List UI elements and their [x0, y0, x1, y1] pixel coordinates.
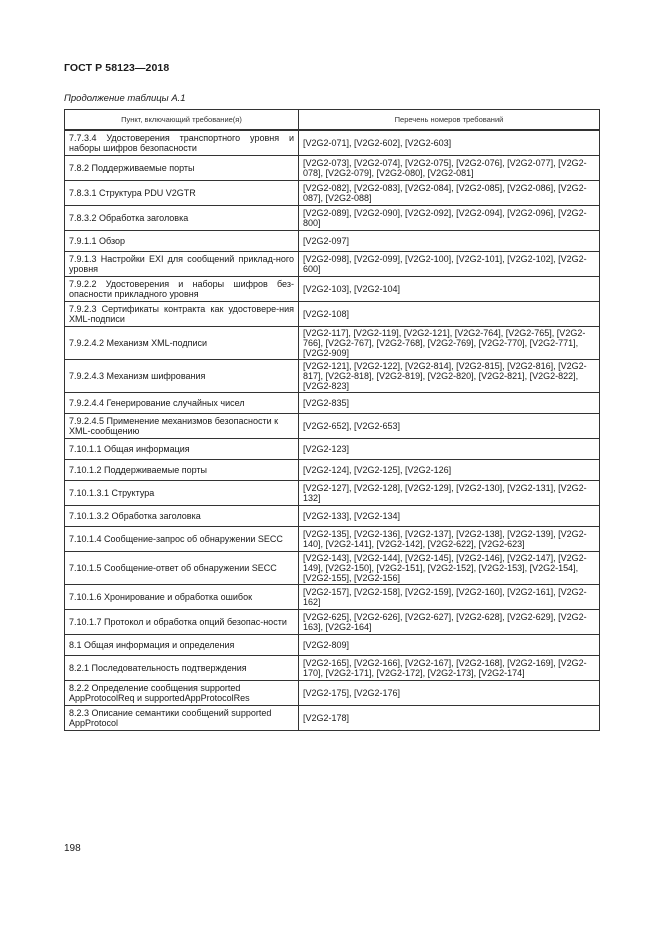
requirements-cell: [V2G2-121], [V2G2-122], [V2G2-814], [V2G2-815], [V2G2-816], [V2G2-817], [V2G2-818], [V2G2-819], [V2G2-820], [V2G2-821], [V2G2-822], [V2G2-823]	[299, 360, 600, 393]
table-row	[65, 181, 600, 206]
table-row	[65, 130, 600, 156]
column-header-clause: Пункт, включающий требование(я)	[65, 110, 299, 131]
requirements-cell: [V2G2-108]	[299, 302, 600, 327]
clause-cell: 7.10.1.2 Поддерживаемые порты	[65, 460, 299, 481]
requirements-table	[64, 109, 600, 731]
requirements-cell: [V2G2-082], [V2G2-083], [V2G2-084], [V2G2-085], [V2G2-086], [V2G2-087], [V2G2-088]	[299, 181, 600, 206]
requirements-cell: [V2G2-143], [V2G2-144], [V2G2-145], [V2G2-146], [V2G2-147], [V2G2-149], [V2G2-150], [V2G2-151], [V2G2-152], [V2G2-153], [V2G2-154], [V2G2-155], [V2G2-156]	[299, 552, 600, 585]
requirements-cell: [V2G2-124], [V2G2-125], [V2G2-126]	[299, 460, 600, 481]
requirements-cell: [V2G2-175], [V2G2-176]	[299, 681, 600, 706]
requirements-cell: [V2G2-127], [V2G2-128], [V2G2-129], [V2G2-130], [V2G2-131], [V2G2-132]	[299, 481, 600, 506]
table-caption: Продолжение таблицы А.1	[64, 93, 186, 104]
clause-cell: 7.8.3.1 Структура PDU V2GTR	[65, 181, 299, 206]
table-row	[65, 231, 600, 252]
document-header: ГОСТ Р 58123—2018	[64, 62, 170, 74]
table-row	[65, 656, 600, 681]
table-row	[65, 360, 600, 393]
clause-cell: 7.9.2.2 Удостоверения и наборы шифров без-опасности прикладного уровня	[65, 277, 299, 302]
clause-cell: 8.1 Общая информация и определения	[65, 635, 299, 656]
requirements-cell: [V2G2-097]	[299, 231, 600, 252]
requirements-cell: [V2G2-073], [V2G2-074], [V2G2-075], [V2G2-076], [V2G2-077], [V2G2-078], [V2G2-079], [V2G2-080], [V2G2-081]	[299, 156, 600, 181]
page-number: 198	[64, 843, 81, 854]
clause-cell: 7.10.1.7 Протокол и обработка опций безопас-ности	[65, 610, 299, 635]
table-row	[65, 481, 600, 506]
requirements-cell: [V2G2-089], [V2G2-090], [V2G2-092], [V2G2-094], [V2G2-096], [V2G2-800]	[299, 206, 600, 231]
requirements-cell: [V2G2-133], [V2G2-134]	[299, 506, 600, 527]
table-row	[65, 552, 600, 585]
requirements-cell: [V2G2-835]	[299, 393, 600, 414]
requirements-cell: [V2G2-625], [V2G2-626], [V2G2-627], [V2G2-628], [V2G2-629], [V2G2-163], [V2G2-164]	[299, 610, 600, 635]
clause-cell: 7.9.1.1 Обзор	[65, 231, 299, 252]
requirements-cell: [V2G2-809]	[299, 635, 600, 656]
table-row	[65, 506, 600, 527]
clause-cell: 7.10.1.3.1 Структура	[65, 481, 299, 506]
clause-cell: 8.2.1 Последовательность подтверждения	[65, 656, 299, 681]
clause-cell: 7.8.2 Поддерживаемые порты	[65, 156, 299, 181]
clause-cell: 7.10.1.3.2 Обработка заголовка	[65, 506, 299, 527]
table-row	[65, 277, 600, 302]
requirements-cell: [V2G2-098], [V2G2-099], [V2G2-100], [V2G2-101], [V2G2-102], [V2G2-600]	[299, 252, 600, 277]
table-row	[65, 460, 600, 481]
column-header-requirements: Перечень номеров требований	[299, 110, 600, 131]
table-row	[65, 327, 600, 360]
table-row	[65, 681, 600, 706]
requirements-cell: [V2G2-178]	[299, 706, 600, 731]
clause-cell: 7.9.2.4.2 Механизм XML-подписи	[65, 327, 299, 360]
requirements-cell: [V2G2-071], [V2G2-602], [V2G2-603]	[299, 130, 600, 156]
requirements-cell: [V2G2-117], [V2G2-119], [V2G2-121], [V2G2-764], [V2G2-765], [V2G2-766], [V2G2-767], [V2G2-768], [V2G2-769], [V2G2-770], [V2G2-771], [V2G2-909]	[299, 327, 600, 360]
table-row	[65, 206, 600, 231]
table-header-row	[65, 110, 600, 131]
clause-cell: 8.2.3 Описание семантики сообщений supported AppProtocol	[65, 706, 299, 731]
clause-cell: 7.10.1.5 Сообщение-ответ об обнаружении SECC	[65, 552, 299, 585]
table-row	[65, 156, 600, 181]
table-row	[65, 302, 600, 327]
clause-cell: 7.10.1.1 Общая информация	[65, 439, 299, 460]
table-row	[65, 706, 600, 731]
clause-cell: 8.2.2 Определение сообщения supported AppProtocolReq и supportedAppProtocolRes	[65, 681, 299, 706]
table-row	[65, 439, 600, 460]
requirements-cell: [V2G2-165], [V2G2-166], [V2G2-167], [V2G2-168], [V2G2-169], [V2G2-170], [V2G2-171], [V2G2-172], [V2G2-173], [V2G2-174]	[299, 656, 600, 681]
clause-cell: 7.7.3.4 Удостоверения транспортного уровня и наборы шифров безопасности	[65, 130, 299, 156]
clause-cell: 7.9.2.4.4 Генерирование случайных чисел	[65, 393, 299, 414]
clause-cell: 7.9.2.3 Сертификаты контракта как удостовере-ния XML-подписи	[65, 302, 299, 327]
requirements-cell: [V2G2-103], [V2G2-104]	[299, 277, 600, 302]
clause-cell: 7.8.3.2 Обработка заголовка	[65, 206, 299, 231]
requirements-cell: [V2G2-652], [V2G2-653]	[299, 414, 600, 439]
table-row	[65, 414, 600, 439]
table-row	[65, 635, 600, 656]
clause-cell: 7.9.2.4.5 Применение механизмов безопасности к XML-сообщению	[65, 414, 299, 439]
table-row	[65, 610, 600, 635]
clause-cell: 7.9.2.4.3 Механизм шифрования	[65, 360, 299, 393]
requirements-cell: [V2G2-135], [V2G2-136], [V2G2-137], [V2G2-138], [V2G2-139], [V2G2-140], [V2G2-141], [V2G2-142], [V2G2-622], [V2G2-623]	[299, 527, 600, 552]
requirements-cell: [V2G2-157], [V2G2-158], [V2G2-159], [V2G2-160], [V2G2-161], [V2G2-162]	[299, 585, 600, 610]
requirements-cell: [V2G2-123]	[299, 439, 600, 460]
table-row	[65, 585, 600, 610]
table-row	[65, 527, 600, 552]
table-row	[65, 393, 600, 414]
clause-cell: 7.9.1.3 Настройки EXI для сообщений приклад-ного уровня	[65, 252, 299, 277]
table-row	[65, 252, 600, 277]
clause-cell: 7.10.1.4 Сообщение-запрос об обнаружении SECC	[65, 527, 299, 552]
clause-cell: 7.10.1.6 Хронирование и обработка ошибок	[65, 585, 299, 610]
